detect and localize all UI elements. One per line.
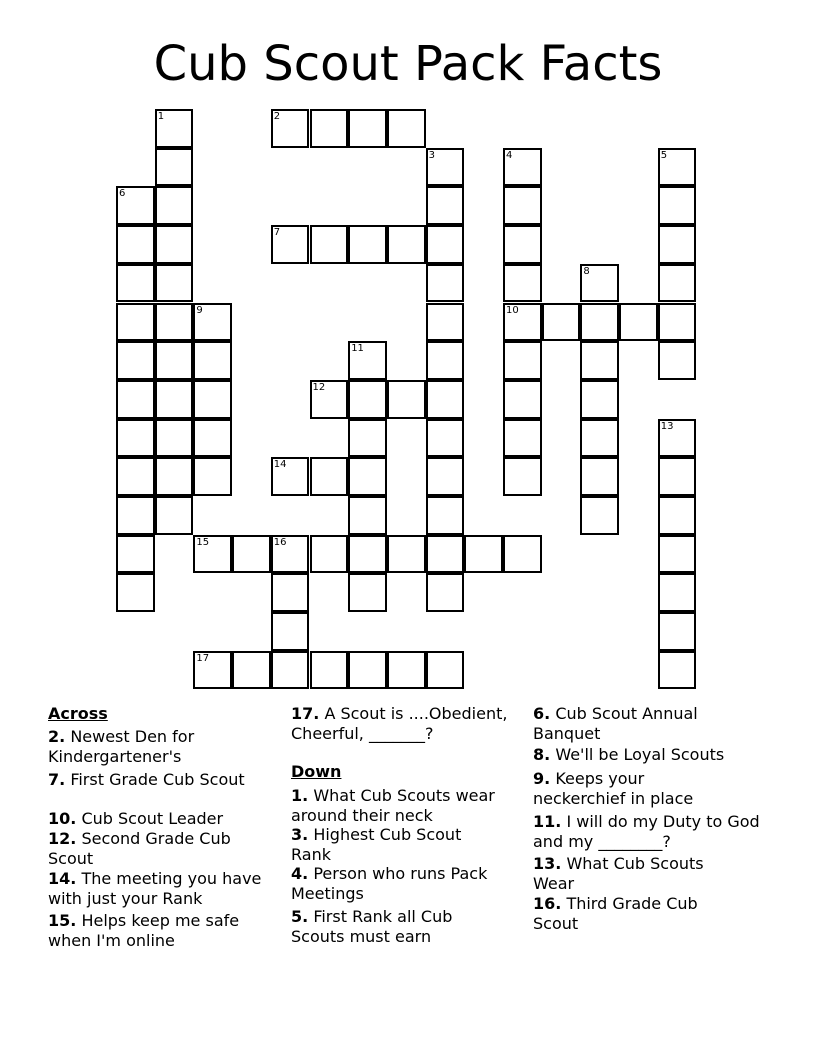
- grid-cell[interactable]: [155, 109, 194, 148]
- clue-down-4: [291, 864, 491, 903]
- grid-cell[interactable]: [310, 109, 349, 148]
- cell-number: 3: [428, 149, 435, 161]
- cell-number: 17: [196, 652, 210, 664]
- clue-number: 9.: [533, 769, 551, 788]
- grid-cell[interactable]: [503, 535, 542, 574]
- grid-cell[interactable]: [116, 535, 155, 574]
- grid-cell[interactable]: [155, 496, 194, 535]
- grid-cell[interactable]: [580, 380, 619, 419]
- clue-text: We'll be Loyal Scouts: [555, 745, 725, 764]
- clue-number: 14.: [48, 869, 77, 888]
- grid-cell[interactable]: [658, 496, 697, 535]
- grid-cell[interactable]: [155, 264, 194, 303]
- cell-number: 14: [273, 459, 287, 471]
- grid-cell[interactable]: [155, 303, 194, 342]
- clue-across-2: [48, 727, 248, 766]
- cell-number: 15: [196, 536, 210, 548]
- grid-cell[interactable]: [503, 148, 542, 187]
- clue-down-9: [533, 769, 733, 808]
- grid-cell[interactable]: [387, 380, 426, 419]
- grid-cell[interactable]: [348, 573, 387, 612]
- grid-cell[interactable]: [426, 264, 465, 303]
- grid-cell[interactable]: [116, 225, 155, 264]
- grid-cell[interactable]: [426, 380, 465, 419]
- grid-cell[interactable]: [464, 535, 503, 574]
- grid-cell[interactable]: [426, 225, 465, 264]
- grid-cell[interactable]: [426, 419, 465, 458]
- clue-number: 17.: [291, 704, 320, 723]
- grid-cell[interactable]: [503, 341, 542, 380]
- clue-number: 15.: [48, 911, 77, 930]
- grid-cell[interactable]: [503, 225, 542, 264]
- clue-number: 16.: [533, 894, 562, 913]
- clue-down-8: [533, 745, 763, 765]
- down-heading: Down: [291, 762, 342, 781]
- grid-cell[interactable]: [658, 651, 697, 690]
- clue-number: 10.: [48, 809, 77, 828]
- clue-text: What Cub Scouts wear around their neck: [291, 786, 495, 825]
- clue-number: 3.: [291, 825, 309, 844]
- clue-across-17: [291, 704, 511, 743]
- cell-number: 4: [506, 149, 513, 161]
- clue-down-11: [533, 812, 763, 851]
- clue-text: Keeps your neckerchief in place: [533, 769, 694, 808]
- grid-cell[interactable]: [310, 457, 349, 496]
- clue-text: Helps keep me safe when I'm online: [48, 911, 240, 950]
- grid-cell[interactable]: [155, 419, 194, 458]
- cell-number: 2: [273, 111, 281, 122]
- grid-cell[interactable]: [271, 109, 310, 148]
- grid-cell[interactable]: [116, 573, 155, 612]
- grid-cell[interactable]: [271, 651, 310, 690]
- grid-cell[interactable]: [658, 419, 697, 458]
- cell-number: 11: [351, 343, 364, 355]
- grid-cell[interactable]: [116, 264, 155, 303]
- grid-cell[interactable]: [193, 457, 232, 496]
- grid-cell[interactable]: [116, 457, 155, 496]
- grid-cell[interactable]: [658, 612, 697, 651]
- grid-cell[interactable]: [348, 651, 387, 690]
- clue-text: Newest Den for Kindergartener's: [48, 727, 195, 766]
- grid-cell[interactable]: [348, 380, 387, 419]
- clue-number: 6.: [533, 704, 551, 723]
- cell-number: 7: [273, 227, 281, 239]
- grid-cell[interactable]: [271, 225, 310, 264]
- cell-number: 13: [660, 420, 674, 432]
- clue-number: 7.: [48, 770, 66, 789]
- cell-number: 9: [196, 304, 203, 316]
- grid-cell[interactable]: [193, 419, 232, 458]
- grid-cell[interactable]: [116, 341, 155, 380]
- grid-cell[interactable]: [116, 186, 155, 225]
- grid-cell[interactable]: [348, 535, 387, 574]
- grid-cell[interactable]: [658, 264, 697, 303]
- clue-across-15: [48, 911, 273, 950]
- grid-cell[interactable]: [271, 573, 310, 612]
- clue-across-12: [48, 829, 258, 868]
- grid-cell[interactable]: [426, 341, 465, 380]
- grid-cell[interactable]: [426, 573, 465, 612]
- grid-cell[interactable]: [658, 573, 697, 612]
- grid-cell[interactable]: [580, 496, 619, 535]
- cell-number: 6: [119, 188, 126, 200]
- grid-cell[interactable]: [348, 225, 387, 264]
- grid-cell[interactable]: [387, 651, 426, 690]
- clue-text: A Scout is ....Obedient, Cheerful, _______?: [291, 704, 508, 743]
- grid-cell[interactable]: [580, 341, 619, 380]
- grid-cell[interactable]: [348, 496, 387, 535]
- grid-cell[interactable]: [310, 225, 349, 264]
- grid-cell[interactable]: [658, 457, 697, 496]
- clue-down-3: [291, 825, 491, 864]
- grid-cell[interactable]: [193, 303, 232, 342]
- clue-text: I will do my Duty to God and my ________?: [533, 812, 760, 851]
- grid-cell[interactable]: [387, 535, 426, 574]
- clue-number: 11.: [533, 812, 562, 831]
- cell-number: 8: [583, 265, 590, 277]
- cell-number: 1: [157, 111, 165, 122]
- grid-cell[interactable]: [232, 535, 271, 574]
- grid-cell[interactable]: [116, 303, 155, 342]
- clue-text: First Rank all Cub Scouts must earn: [291, 907, 453, 946]
- grid-cell[interactable]: [271, 612, 310, 651]
- clue-text: The meeting you have with just your Rank: [48, 869, 262, 908]
- clue-number: 2.: [48, 727, 66, 746]
- grid-cell[interactable]: [658, 341, 697, 380]
- grid-cell[interactable]: [310, 380, 349, 419]
- grid-cell[interactable]: [426, 651, 465, 690]
- grid-cell[interactable]: [426, 186, 465, 225]
- grid-cell[interactable]: [155, 457, 194, 496]
- grid-cell[interactable]: [348, 109, 387, 148]
- grid-cell[interactable]: [426, 303, 465, 342]
- grid-cell[interactable]: [658, 303, 697, 342]
- clue-down-6: [533, 704, 733, 743]
- grid-cell[interactable]: [116, 419, 155, 458]
- clue-down-13: [533, 854, 733, 893]
- grid-cell[interactable]: [387, 109, 426, 148]
- clue-across-10: [48, 809, 278, 829]
- grid-cell[interactable]: [658, 225, 697, 264]
- grid-cell[interactable]: [580, 264, 619, 303]
- clue-number: 1.: [291, 786, 309, 805]
- clue-across-7: [48, 770, 248, 790]
- grid-cell[interactable]: [232, 651, 271, 690]
- clue-text: What Cub Scouts Wear: [533, 854, 704, 893]
- clue-down-16: [533, 894, 733, 933]
- grid-cell[interactable]: [503, 186, 542, 225]
- cell-number: 12: [312, 381, 326, 393]
- grid-cell[interactable]: [193, 380, 232, 419]
- cell-number: 16: [273, 536, 287, 548]
- grid-cell[interactable]: [658, 186, 697, 225]
- grid-cell[interactable]: [619, 303, 658, 342]
- grid-cell[interactable]: [580, 303, 619, 342]
- grid-cell[interactable]: [426, 148, 465, 187]
- grid-cell[interactable]: [116, 380, 155, 419]
- clue-number: 5.: [291, 907, 309, 926]
- cell-number: 10: [506, 304, 519, 316]
- grid-cell[interactable]: [310, 535, 349, 574]
- grid-cell[interactable]: [193, 341, 232, 380]
- clue-text: Third Grade Cub Scout: [533, 894, 698, 933]
- grid-cell[interactable]: [658, 535, 697, 574]
- grid-cell[interactable]: [580, 457, 619, 496]
- grid-cell[interactable]: [503, 380, 542, 419]
- grid-cell[interactable]: [193, 535, 232, 574]
- clue-down-1: [291, 786, 516, 825]
- clue-text: Highest Cub Scout Rank: [291, 825, 462, 864]
- page-title: Cub Scout Pack Facts: [153, 36, 663, 92]
- clue-across-14: [48, 869, 283, 908]
- grid-cell[interactable]: [503, 264, 542, 303]
- grid-cell[interactable]: [155, 380, 194, 419]
- grid-cell[interactable]: [580, 419, 619, 458]
- clue-number: 12.: [48, 829, 77, 848]
- clue-text: Person who runs Pack Meetings: [291, 864, 488, 903]
- grid-cell[interactable]: [503, 303, 542, 342]
- clue-number: 4.: [291, 864, 309, 883]
- grid-cell[interactable]: [348, 419, 387, 458]
- clue-number: 8.: [533, 745, 551, 764]
- grid-cell[interactable]: [503, 419, 542, 458]
- grid-cell[interactable]: [155, 186, 194, 225]
- grid-cell[interactable]: [503, 457, 542, 496]
- grid-cell[interactable]: [193, 651, 232, 690]
- grid-cell[interactable]: [271, 457, 310, 496]
- grid-cell[interactable]: [348, 457, 387, 496]
- clue-text: Cub Scout Leader: [81, 809, 224, 828]
- across-heading: Across: [48, 704, 108, 723]
- clue-number: 13.: [533, 854, 562, 873]
- clue-text: Cub Scout Annual Banquet: [533, 704, 698, 743]
- grid-cell[interactable]: [658, 148, 697, 187]
- grid-cell[interactable]: [348, 341, 387, 380]
- grid-cell[interactable]: [426, 496, 465, 535]
- clue-text: First Grade Cub Scout: [70, 770, 245, 789]
- grid-cell[interactable]: [387, 225, 426, 264]
- grid-cell[interactable]: [310, 651, 349, 690]
- grid-cell[interactable]: [426, 457, 465, 496]
- grid-cell[interactable]: [155, 225, 194, 264]
- grid-cell[interactable]: [116, 496, 155, 535]
- grid-cell[interactable]: [426, 535, 465, 574]
- grid-cell[interactable]: [155, 341, 194, 380]
- grid-cell[interactable]: [271, 535, 310, 574]
- clue-text: Second Grade Cub Scout: [48, 829, 231, 868]
- grid-cell[interactable]: [542, 303, 581, 342]
- clue-down-5: [291, 907, 491, 946]
- grid-cell[interactable]: [155, 148, 194, 187]
- cell-number: 5: [660, 149, 668, 161]
